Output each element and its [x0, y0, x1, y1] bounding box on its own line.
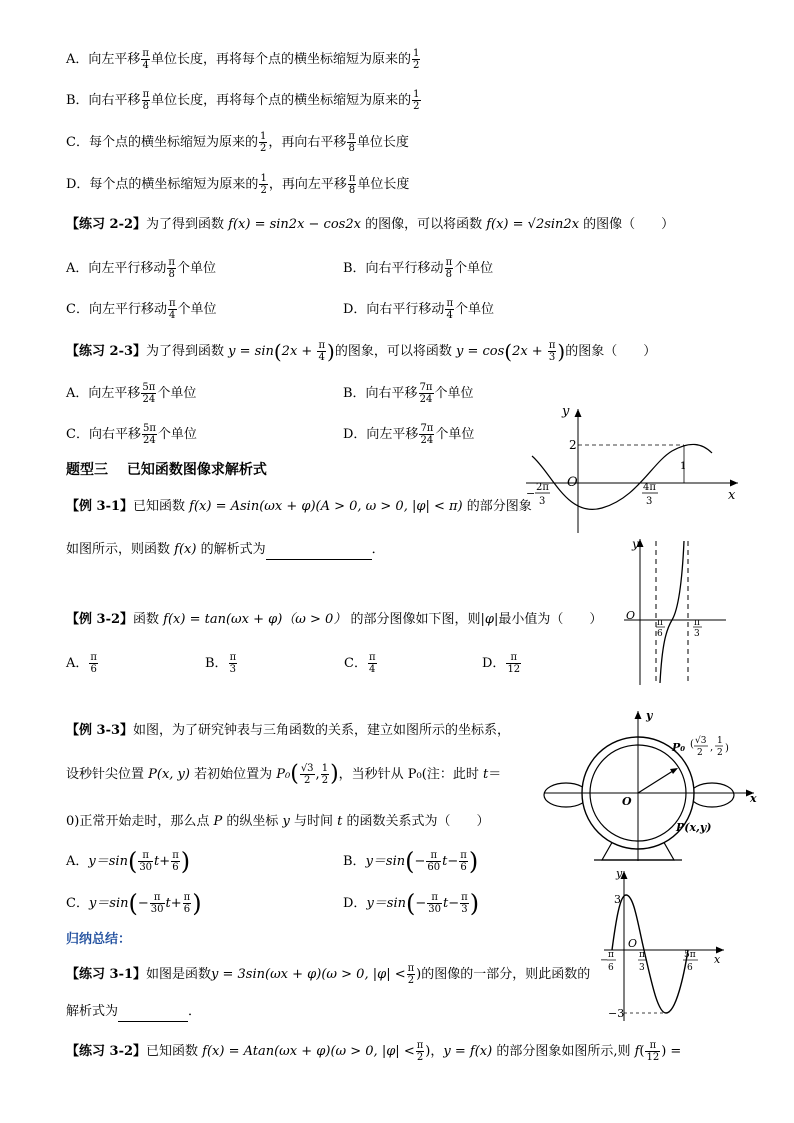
fraction: $\frac{1}{2}$ [413, 89, 420, 112]
x-axis-label: x [728, 488, 736, 503]
ex33-option-b[interactable]: B．y＝sin(− $\frac{\pi}{60}$ t− $\frac{\pi}{6}$ ) [343, 847, 479, 876]
fraction: $\frac{\pi}{4}$ [168, 298, 176, 321]
fraction: $\frac{1}{2}$ [412, 48, 420, 71]
p0-x-den: 2 [697, 748, 703, 758]
tick-neg-2pi3-num: 2π [536, 482, 549, 493]
minus-sign: − [526, 487, 536, 500]
example-3-1: 【例 3-1】已知函数 f(x) = Asin(ωx + φ)(A > 0, ω > 0, |φ| < π) 的部分图象 [66, 499, 532, 514]
ex23-option-a[interactable]: A．向左平移 $\frac{5\pi}{24}$ 个单位 [66, 382, 197, 405]
fraction: $\frac{\pi}{8}$ [168, 257, 175, 280]
fraction: $\frac{\pi}{30}$ [428, 892, 441, 915]
origin-label: O [622, 795, 632, 808]
fraction: $\frac{1}{2}$ [321, 763, 329, 786]
fraction: $\frac{7\pi}{24}$ [420, 423, 434, 446]
ex32-option-b[interactable]: B． $\frac{\pi}{3}$ [205, 652, 237, 675]
p0-y-den: 2 [717, 748, 723, 758]
sine-graph-figure [522, 403, 744, 536]
example-3-3: 【例 3-3】如图，为了研究钟表与三角函数的关系，建立如图所示的坐标系， [66, 723, 511, 738]
y-axis-label: y [562, 404, 570, 419]
x-axis-label: x [714, 953, 721, 966]
exercise-3-1-line2: 解析式为 ． [66, 1001, 201, 1022]
exercise-3-1: 【练习 3-1】如图是函数y = 3sin(ωx + φ)(ω > 0, |φ| < $\frac{\pi}{2}$ )的图像的一部分，则此函数的 [66, 963, 591, 986]
sine-3-graph-figure [600, 865, 730, 1025]
fraction: $\frac{√3}{2}$ [300, 763, 314, 786]
fraction: $\frac{7\pi}{24}$ [419, 382, 433, 405]
fraction: $\frac{\pi}{4}$ [142, 48, 149, 71]
tick-5pi6-den: 6 [687, 963, 693, 973]
fraction: $\frac{\pi}{8}$ [348, 173, 356, 196]
option-c[interactable]: C．每个点的横坐标缩短为原来的 $\frac{1}{2}$ ，再向右平移 $\frac{\pi}{8}$ 单位长度 [66, 131, 409, 154]
fraction: $\frac{\pi}{30}$ [150, 892, 164, 915]
answer-blank[interactable] [266, 539, 372, 560]
tick-pi3-den: 3 [639, 963, 645, 973]
p0-label: P₀ [672, 741, 686, 754]
exercise-2-2: 【练习 2-2】为了得到函数 f(x) = sin2x − cos2x 的图像，可以将函数 f(x) = √2sin2x 的图像（ ） [66, 217, 675, 232]
x-axis-label: x [750, 792, 757, 805]
comma: , [710, 742, 714, 753]
fraction: $\frac{\pi}{4}$ [446, 298, 454, 321]
ex32-option-d[interactable]: D． $\frac{\pi}{12}$ [482, 652, 521, 675]
fraction: $\frac{\pi}{4}$ [368, 652, 376, 675]
tick-5pi6-num: 5π [684, 950, 696, 960]
ex23-option-b[interactable]: B．向右平移 $\frac{7\pi}{24}$ 个单位 [343, 382, 474, 405]
fraction: $\frac{\pi}{8}$ [142, 89, 150, 112]
ex33-option-c[interactable]: C．y＝sin(− $\frac{\pi}{30}$ t+ $\frac{\pi}{6}$ ) [66, 889, 202, 918]
origin-label: O [567, 475, 578, 490]
answer-blank[interactable] [118, 1001, 188, 1022]
example-3-3-line3: 0)正常开始走时，那么点 P 的纵坐标 y 与时间 t 的函数关系式为（ ） [66, 814, 490, 829]
origin-label: O [628, 937, 638, 950]
summary-label: 归纳总结： [66, 932, 132, 947]
fraction: $\frac{\pi}{6}$ [172, 850, 179, 873]
y-axis-label: y [646, 709, 653, 722]
tick-pi6-den: 6 [657, 629, 663, 639]
tick-pi3-den: 3 [694, 629, 700, 639]
ex22-option-c[interactable]: C．向左平行移动 $\frac{\pi}{4}$ 个单位 [66, 298, 217, 321]
fraction: $\frac{\pi}{8}$ [348, 131, 355, 154]
tick-neg-pi6-den: 6 [608, 963, 614, 973]
tick-neg-pi6-num: π [608, 950, 614, 960]
fraction: $\frac{1}{2}$ [260, 173, 267, 196]
y-axis-label: y [616, 867, 623, 880]
y-axis-label: y [632, 537, 639, 551]
p0-y-num: 1 [717, 736, 723, 746]
fraction: $\frac{\pi}{4}$ [318, 340, 326, 363]
tick-4pi3-num: 4π [643, 482, 656, 493]
tick-pi3-num: π [694, 618, 700, 628]
exercise-3-2: 【练习 3-2】已知函数 f(x) = Atan(ωx + φ)(ω > 0, |φ| < $\frac{\pi}{2}$ )，y = f(x) 的部分图象如图所示,则 f( $\frac{\pi}{12}$ ) = [66, 1040, 682, 1063]
ex23-option-c[interactable]: C．向右平移 $\frac{5\pi}{24}$ 个单位 [66, 423, 197, 446]
fraction: $\frac{\pi}{60}$ [427, 850, 441, 873]
tick-pi3-num: π [639, 950, 645, 960]
fraction: $\frac{\pi}{30}$ [139, 850, 153, 873]
origin-label: O [626, 609, 636, 622]
ex22-option-b[interactable]: B．向右平行移动 $\frac{\pi}{8}$ 个单位 [343, 257, 494, 280]
ex22-option-d[interactable]: D．向右平行移动 $\frac{\pi}{4}$ 个单位 [343, 298, 495, 321]
option-b[interactable]: B．向右平移 $\frac{\pi}{8}$ 单位长度，再将每个点的横坐标缩短为原来的 $\frac{1}{2}$ [66, 89, 420, 112]
ex22-option-a[interactable]: A．向左平行移动 $\frac{\pi}{8}$ 个单位 [66, 257, 216, 280]
example-3-2: 【例 3-2】函数 f(x) = tan(ωx + φ)（ω > 0） 的部分图像如下图，则|φ|最小值为（ ） [66, 612, 603, 627]
fraction: $\frac{\pi}{2}$ [407, 963, 415, 986]
fraction: $\frac{\pi}{3}$ [548, 340, 556, 363]
fraction: $\frac{5\pi}{24}$ [142, 423, 156, 446]
tick-3: 3 [614, 893, 621, 906]
ex32-option-c[interactable]: C． $\frac{\pi}{4}$ [344, 652, 376, 675]
tangent-graph-figure [620, 535, 730, 687]
fraction: $\frac{\pi}{6}$ [90, 652, 97, 675]
fraction: $\frac{\pi}{8}$ [445, 257, 453, 280]
option-d[interactable]: D．每个点的横坐标缩短为原来的 $\frac{1}{2}$ ，再向左平移 $\frac{\pi}{8}$ 单位长度 [66, 173, 410, 196]
fraction: $\frac{\pi}{3}$ [461, 892, 468, 915]
fraction: $\frac{\pi}{12}$ [507, 652, 521, 675]
ex33-option-a[interactable]: A．y＝sin( $\frac{\pi}{30}$ t+ $\frac{\pi}{6}$ ) [66, 847, 191, 876]
ex32-option-a[interactable]: A． $\frac{\pi}{6}$ [66, 652, 97, 675]
fraction: $\frac{\pi}{2}$ [416, 1040, 424, 1063]
p-label: P(x,y) [676, 821, 712, 834]
option-a[interactable]: A．向左平移 $\frac{\pi}{4}$ 单位长度，再将每个点的横坐标缩短为原来的 $\frac{1}{2}$ [66, 48, 420, 71]
p0-x-num: √3 [695, 736, 707, 746]
section-heading: 题型三 已知函数图像求解析式 [66, 462, 267, 478]
exercise-2-3: 【练习 2-3】为了得到函数 y = sin(2x + $\frac{\pi}{4}$ )的图象，可以将函数 y = cos(2x + $\frac{\pi}{3}$ )的图象（ ） [66, 339, 657, 364]
minus-sign: − [600, 955, 609, 966]
tick-neg-2pi3-den: 3 [539, 496, 546, 507]
fraction: $\frac{\pi}{3}$ [229, 652, 237, 675]
ex23-option-d[interactable]: D．向左平移 $\frac{7\pi}{24}$ 个单位 [343, 423, 475, 446]
fraction: $\frac{1}{2}$ [259, 131, 267, 154]
tick-1: 1 [680, 461, 687, 472]
tick-2: 2 [569, 438, 577, 452]
fraction: $\frac{5\pi}{24}$ [142, 382, 156, 405]
clock-figure [542, 705, 762, 865]
example-3-3-line2: 设秒针尖位置 P(x, y) 若初始位置为 P₀( $\frac{√3}{2}$ , $\frac{1}{2}$ )，当秒针从 P₀(注：此时 t＝ [66, 761, 502, 787]
fraction: $\frac{\pi}{6}$ [183, 892, 191, 915]
example-3-1-line2: 如图所示，则函数 f(x) 的解析式为 ． [66, 539, 385, 560]
tick-neg3: −3 [608, 1007, 625, 1020]
paren-close: ) [725, 743, 729, 754]
ex33-option-d[interactable]: D．y＝sin(− $\frac{\pi}{30}$ t− $\frac{\pi}{3}$ ) [343, 889, 480, 918]
paren-open: ( [690, 739, 694, 750]
tick-pi6-num: π [657, 618, 663, 628]
fraction: $\frac{\pi}{6}$ [460, 850, 467, 873]
fraction: $\frac{\pi}{12}$ [646, 1040, 660, 1063]
tick-4pi3-den: 3 [646, 496, 653, 507]
